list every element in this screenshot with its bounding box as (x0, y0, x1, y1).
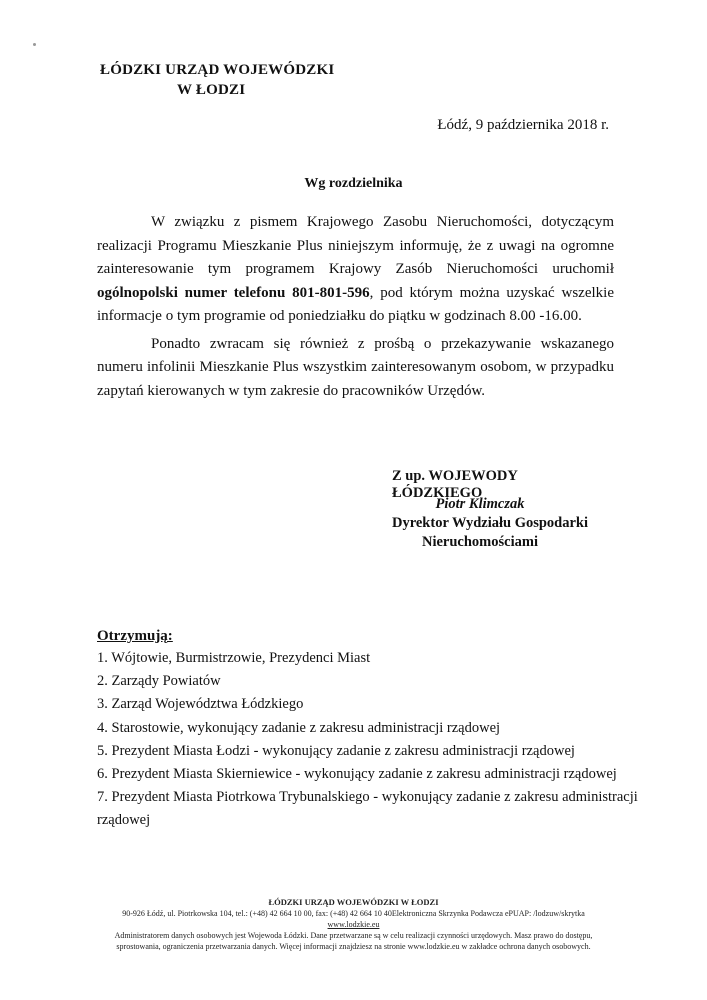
recipient-item: 1. Wójtowie, Burmistrzowie, Prezydenci Miast (97, 650, 371, 666)
letter-date: Łódź, 9 października 2018 r. (437, 117, 609, 133)
signatory-name: Piotr Klimczak (435, 496, 525, 512)
paragraph-1-text-a: W związku z pismem Krajowego Zasobu Nieruchomości, dotyczącym realizacji Programu Mieszkanie Plus niniejszym informuję, że z uwagi na ogromne zainteresowanie tym programem Krajowy Zasób Nieruchomości uruchomił (97, 214, 614, 277)
recipient-item: 7. Prezydent Miasta Piotrkowa Trybunalskiego - wykonujący zadanie z zakresu administracji (97, 789, 638, 806)
hotline-number: ogólnopolski numer telefonu 801-801-596 (97, 284, 370, 301)
recipient-item: 5. Prezydent Miasta Łodzi - wykonujący zadanie z zakresu administracji rządowej (97, 742, 575, 759)
signatory-title-2: Nieruchomościami (422, 534, 538, 550)
footer (80, 897, 627, 952)
footer-gdpr-line1: Administratorem danych osobowych jest Wojewoda Łódzki. Dane przetwarzane są w celu realizacji czynności urzędowych. Masz prawo do dostępu, (114, 931, 593, 940)
footer-gdpr-line2: sprostowania, ograniczenia przetwarzania danych. Więcej informacji znajdziesz na stronie www.lodzkie.eu w zakładce ochrona danych osobowych. (116, 942, 591, 951)
signatory-title-1: Dyrektor Wydziału Gospodarki (391, 515, 589, 531)
paragraph-1 (97, 211, 614, 329)
recipient-item: 6. Prezydent Miasta Skierniewice - wykonujący zadanie z zakresu administracji rządowej (97, 766, 617, 783)
scan-mark (33, 43, 36, 46)
recipient-item: 2. Zarządy Powiatów (97, 673, 221, 690)
office-header-line2: W ŁODZI (177, 82, 246, 98)
paragraph-2: Ponadto zwracam się również z prośbą o przekazywanie wskazanego numeru infolinii Mieszkanie Plus wszystkim zainteresowanym osobom, w przypadku zapytań kierowanych w tym zakresie do pracowników Urzędów. (97, 335, 614, 399)
recipients-title: Otrzymują: (97, 628, 173, 644)
letter-body (97, 211, 614, 403)
signature-line: Z up. WOJEWODY ŁÓDZKIEGO (392, 468, 518, 501)
footer-address: 90-926 Łódź, ul. Piotrkowska 104, tel.: (+48) 42 664 10 00, fax: (+48) 42 664 10 40Elektroniczna Skrzynka Podawcza ePUAP: /lodzuw/skrytka (122, 909, 585, 918)
recipients-list (97, 647, 657, 833)
addressee: Wg rozdzielnika (304, 176, 403, 191)
footer-website-link[interactable]: www.lodzkie.eu (327, 920, 380, 929)
paragraph-1-text-b: , pod którym można uzyskać wszelkie informacje o tym programie od poniedziałku do piątku w godzinach 8.00 -16.00. (97, 284, 614, 324)
recipient-item: 3. Zarząd Województwa Łódzkiego (97, 696, 304, 713)
footer-title: ŁÓDZKI URZĄD WOJEWÓDZKI W ŁODZI (268, 897, 439, 907)
recipient-item: rządowej (97, 812, 151, 829)
office-header-line1: ŁÓDZKI URZĄD WOJEWÓDZKI (100, 62, 335, 78)
recipient-item: 4. Starostowie, wykonujący zadanie z zakresu administracji rządowej (97, 719, 501, 736)
